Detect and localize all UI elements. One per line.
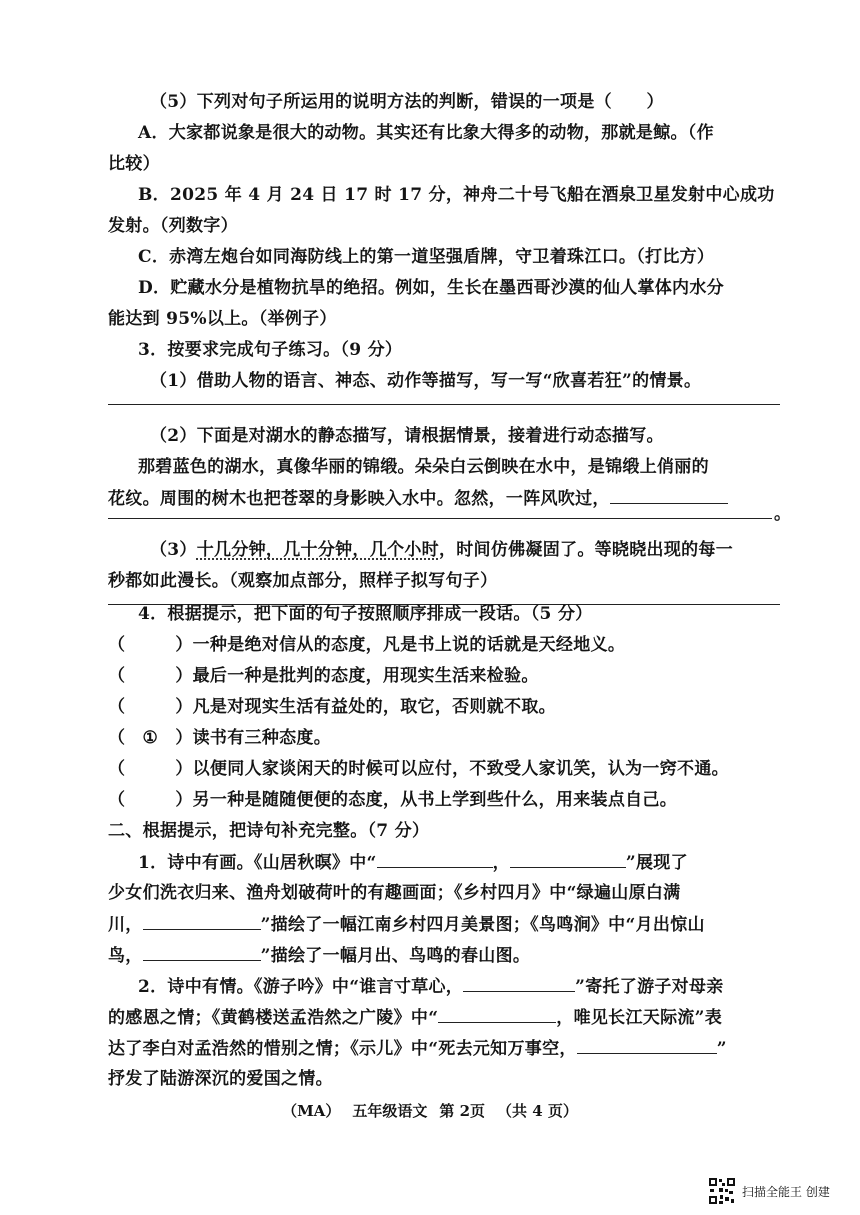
q3-part2-passage-line2 [108,486,780,511]
poem-blank[interactable] [377,850,493,868]
q4-item: （ ① ）读书有三种态度。 [108,728,332,748]
q5-option-d-line2: 能达到 95%以上。（举例子） [108,309,337,329]
poem-blank[interactable] [577,1036,717,1054]
sec2-line2: 少女们洗衣归来、渔舟划破荷叶的有趣画面；《乡村四月》中“绿遍山原白满 [108,883,681,903]
q3-part2-passage-text: 花纹。周围的树木也把苍翠的身影映入水中。忽然，一阵风吹过， [108,489,610,509]
q5-option-a-line2: 比较） [108,154,160,174]
q5-option-d-line1: D．贮藏水分是植物抗旱的绝招。例如，生长在墨西哥沙漠的仙人掌体内水分 [138,278,724,298]
q3-part2-period: 。 [774,504,792,524]
q4-item: （ ）一种是绝对信从的态度，凡是书上说的话就是天经地义。 [108,635,626,655]
q3-part3-line2: 秒都如此漫长。（观察加点部分，照样子拟写句子） [108,571,498,591]
q4-title: 4．根据提示，把下面的句子按照顺序排成一段话。（5 分） [138,604,593,624]
scanner-watermark-text: 扫描全能王 创建 [742,1184,830,1199]
sec2-line5: 2．诗中有情。《游子吟》中“谁言寸草心， ”寄托了游子对母亲 [138,974,810,999]
footer-page: 第 2页 [439,1102,486,1120]
q3-part3-line1: （3）十几分钟，几十分钟，几个小时，时间仿佛凝固了。等晓晓出现的每一 [150,540,734,560]
sec2-line1: 1．诗中有画。《山居秋暝》中“ ， ”展现了 [138,850,810,875]
q4-item: （ ）以便同人家谈闲天的时候可以应付，不致受人家讥笑，认为一窍不通。 [108,759,729,779]
page-footer [0,1100,860,1121]
q3-part2-answer-line[interactable] [108,518,772,519]
q5-option-a-line1: A．大家都说象是很大的动物。其实还有比象大得多的动物，那就是鲸。（作 [138,123,714,143]
sec2-line6: 的感恩之情；《黄鹤楼送孟浩然之广陵》中“ ，唯见长江天际流”表 [108,1005,780,1030]
scanner-watermark [708,1177,830,1205]
poem-blank[interactable] [510,850,626,868]
footer-total: （共 4 页） [497,1102,578,1120]
q3-title: 3．按要求完成句子练习。（9 分） [138,340,403,360]
footer-subject: 五年级语文 [352,1102,428,1120]
q4-item: （ ）最后一种是批判的态度，用现实生活来检验。 [108,666,539,686]
q3-part1: （1）借助人物的语言、神态、动作等描写，写一写“欣喜若狂”的情景。 [150,371,702,391]
q4-item: （ ）另一种是随随便便的态度，从书上学到些什么，用来装点自己。 [108,790,678,810]
q5-stem: （5）下列对句子所运用的说明方法的判断，错误的一项是（ ） [150,92,664,112]
poem-blank[interactable] [438,1005,556,1023]
q5-option-c: C．赤湾左炮台如同海防线上的第一道坚强盾牌，守卫着珠江口。（打比方） [138,247,715,267]
q3-part3-dotted-phrase: 十几分钟，几十分钟，几个小时 [196,540,439,560]
sec2-line8: 抒发了陆游深沉的爱国之情。 [108,1069,333,1089]
q4-item: （ ）凡是对现实生活有益处的，取它，否则就不取。 [108,697,556,717]
poem-blank[interactable] [143,943,261,961]
q5-option-b-line2: 发射。（列数字） [108,216,238,236]
q4-order-slot[interactable]: ① [142,728,159,748]
q3-part2: （2）下面是对湖水的静态描写，请根据情景，接着进行动态描写。 [150,426,664,446]
q3-part2-blank[interactable] [610,486,728,504]
qr-code-icon [708,1177,736,1205]
q3-part1-answer-line[interactable] [108,404,780,405]
section2-title: 二、根据提示，把诗句补充完整。（7 分） [108,821,430,841]
sec2-line3: 川， ”描绘了一幅江南乡村四月美景图；《鸟鸣涧》中“月出惊山 [108,912,780,937]
sec2-line4: 鸟， ”描绘了一幅月出、鸟鸣的春山图。 [108,943,780,968]
q3-part2-passage-line1: 那碧蓝色的湖水，真像华丽的锦缎。朵朵白云倒映在水中，是锦缎上俏丽的 [138,457,709,477]
sec2-line7: 达了李白对孟浩然的惜别之情；《示儿》中“死去元知万事空， ” [108,1036,780,1061]
poem-blank[interactable] [143,912,261,930]
q5-option-b-line1: B．2025 年 4 月 24 日 17 时 17 分，神舟二十号飞船在酒泉卫星发射中心成功 [138,185,775,205]
poem-blank[interactable] [463,974,575,992]
footer-code: （MA） [282,1102,341,1120]
